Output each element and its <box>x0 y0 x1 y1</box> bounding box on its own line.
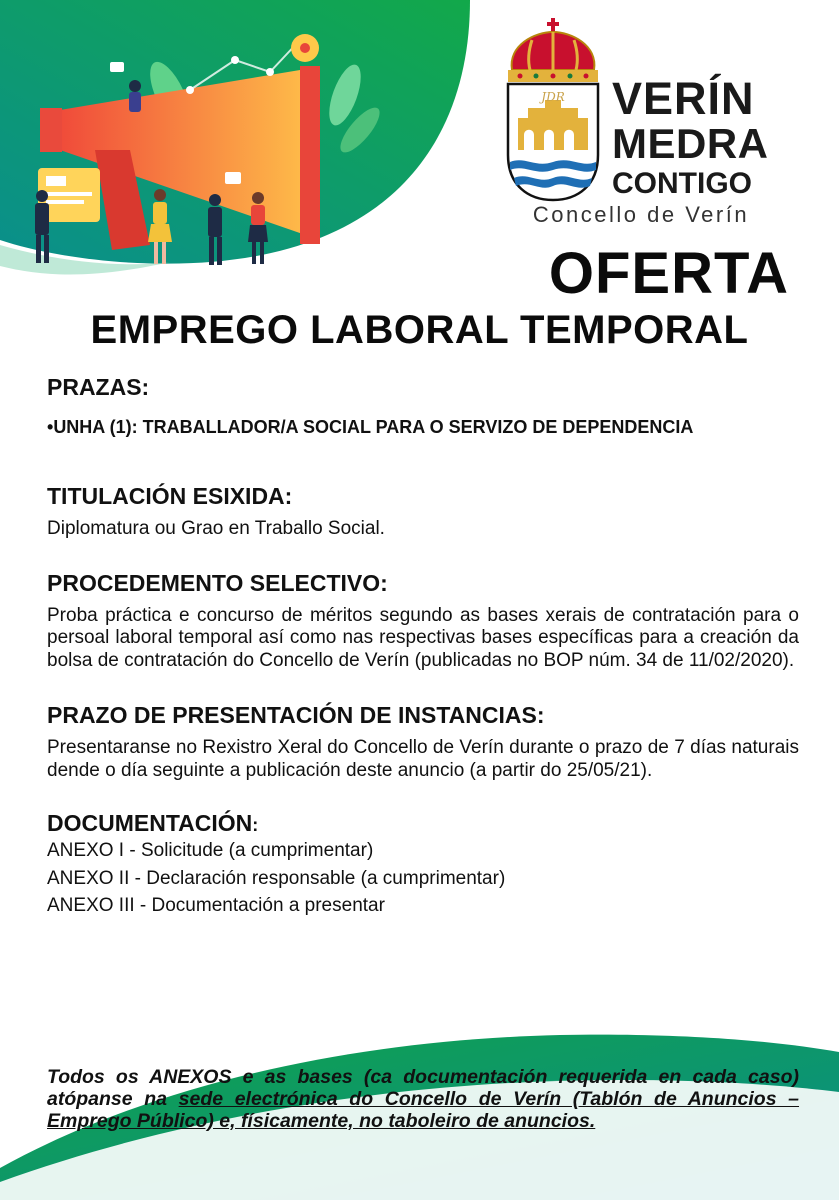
section-procedemento <box>47 570 799 672</box>
section-prazas <box>47 374 799 439</box>
coat-of-arms-icon <box>508 18 598 200</box>
oferta-title: OFERTA <box>548 241 789 306</box>
list-item: ANEXO III - Documentación a presentar <box>47 895 385 917</box>
list-item: ANEXO I - Solicitude (a cumprimentar) <box>47 840 374 862</box>
main-content <box>47 374 799 920</box>
sede-electronica-link[interactable]: sede electrónica do Concello de Verín (Tablón de Anuncios – Emprego Público) e, físicamente, no taboleiro de anuncios. <box>47 1087 800 1132</box>
documentacion-heading-text: DOCUMENTACIÓN <box>47 810 253 837</box>
section-prazo <box>47 702 799 782</box>
documentacion-heading <box>47 810 799 837</box>
logo-wordmark <box>612 73 769 200</box>
prazo-text: Presentaranse no Rexistro Xeral do Concello de Verín durante o prazo de 7 días naturais dende o día seguinte a publicación deste anuncio (a partir do 25/05/21). <box>47 737 799 781</box>
section-titulacion <box>47 483 799 540</box>
prazas-item-text: UNHA (1): TRABALLADOR/A SOCIAL PARA O SERVIZO DE DEPENDENCIA <box>53 417 694 437</box>
list-item: ANEXO II - Declaración responsable (a cumprimentar) <box>47 867 506 889</box>
titulacion-text: Diplomatura ou Grao en Traballo Social. <box>47 517 385 539</box>
documentacion-colon: : <box>252 815 259 836</box>
section-documentacion <box>47 810 799 920</box>
prazas-heading: PRAZAS: <box>47 374 150 400</box>
logo-subtitle: Concello de Verín <box>532 202 750 227</box>
footer-note <box>47 1067 799 1132</box>
logo-line3: CONTIGO <box>612 167 752 200</box>
procedemento-text: Proba práctica e concurso de méritos segundo as bases xerais de contratación para o persoal laboral temporal así como nas respectivas bases específicas para a creación da bolsa de contratación do Concello de Verín (publicadas no BOP núm. 34 de 11/02/2020). <box>47 605 799 671</box>
logo-line1: VERÍN <box>612 73 755 124</box>
titulacion-heading: TITULACIÓN ESIXIDA: <box>47 482 293 509</box>
prazas-item <box>47 417 799 439</box>
documentacion-list <box>47 837 799 920</box>
footer-text: Todos os ANEXOS e as bases (ca documentación requerida en cada caso) atópanse na <box>47 1066 799 1110</box>
crest-initials: JDR <box>541 90 565 104</box>
bullet-icon: • <box>47 417 54 437</box>
prazo-heading: PRAZO DE PRESENTACIÓN DE INSTANCIAS: <box>47 702 545 729</box>
page-title: EMPREGO LABORAL TEMPORAL <box>90 308 749 352</box>
procedemento-heading: PROCEDEMENTO SELECTIVO: <box>47 570 388 596</box>
logo-line2: MEDRA <box>612 120 769 167</box>
